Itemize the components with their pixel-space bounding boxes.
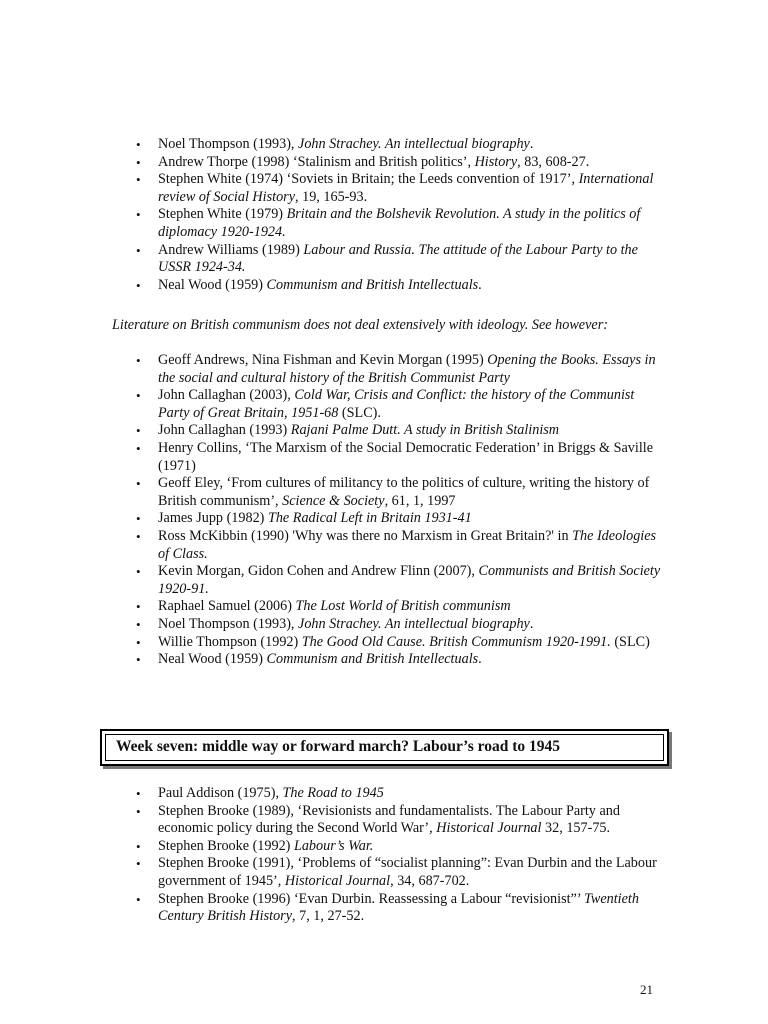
reference-text: Stephen White (1979) xyxy=(158,206,287,223)
reference-title: Labour’s War. xyxy=(293,837,374,854)
reference-list-communism-ideology xyxy=(158,352,668,669)
reference-text: Willie Thompson (1992) xyxy=(158,633,302,650)
reference-title: Science & Society xyxy=(282,492,385,509)
reference-title: Labour and Russia. The attitude of the Labour Party to the USSR 1924-34. xyxy=(158,241,638,276)
reference-text: , 34, 687-702. xyxy=(390,872,470,889)
reference-text: James Jupp (1982) xyxy=(158,510,268,527)
reference-text: (SLC) xyxy=(610,633,650,650)
reference-text: , 7, 1, 27-52. xyxy=(292,908,365,925)
reference-text: Geoff Eley, ‘From cultures of militancy to the politics of culture, writing the history of British communism’, xyxy=(158,475,650,509)
reference-text: Geoff Andrews, Nina Fishman and Kevin Morgan (1995) xyxy=(158,352,488,368)
reference-text: John Callaghan (1993) xyxy=(158,422,291,439)
reference-title: The Ideologies of Class. xyxy=(158,527,657,562)
reference-item xyxy=(158,855,668,890)
section-intro-note: Literature on British communism does not deal extensively with ideology. See however: xyxy=(112,317,608,333)
reference-text: Andrew Williams (1989) xyxy=(158,241,304,258)
reference-title: The Good Old Cause. British Communism 1920-1991. xyxy=(301,633,611,650)
reference-text: Noel Thompson (1993), xyxy=(158,615,299,632)
week-seven-heading: Week seven: middle way or forward march? Labour’s road to 1945 xyxy=(116,738,561,755)
reference-item xyxy=(158,563,668,598)
reference-item xyxy=(158,242,668,277)
reference-item xyxy=(158,422,668,440)
reference-title: Cold War, Crisis and Conflict: the history of the Communist Party of Great Britain, 1951-68 xyxy=(158,387,635,421)
reference-text: Henry Collins, ‘The Marxism of the Social Democratic Federation’ in Briggs & Saville (1971) xyxy=(158,439,654,474)
reference-text: (SLC). xyxy=(338,404,381,421)
reference-text: . xyxy=(478,276,482,293)
reference-text: Neal Wood (1959) xyxy=(158,651,267,668)
reference-title: The Lost World of British communism xyxy=(295,598,511,615)
reference-text: Ross McKibbin (1990) 'Why was there no Marxism in Great Britain?' in xyxy=(158,527,573,544)
reference-title: Britain and the Bolshevik Revolution. A study in the politics of diplomacy 1920-1924. xyxy=(158,206,641,240)
reference-item xyxy=(158,598,668,616)
reference-title: Historical Journal xyxy=(436,820,542,837)
reference-text: Stephen White (1974) ‘Soviets in Britain; the Leeds convention of 1917’, xyxy=(158,171,579,188)
reference-title: The Road to 1945 xyxy=(282,785,384,801)
reference-item xyxy=(158,616,668,634)
reference-text: , 19, 165-93. xyxy=(295,188,368,205)
reference-text: . xyxy=(529,136,534,152)
reference-item xyxy=(158,171,668,206)
reference-item xyxy=(158,154,668,172)
reference-item xyxy=(158,277,668,295)
reference-title: Communism and British Intellectuals xyxy=(266,651,479,668)
reference-list-soviet-studies xyxy=(158,136,668,294)
page-number: 21 xyxy=(640,982,653,997)
reference-item xyxy=(158,891,668,926)
reference-item xyxy=(158,440,668,475)
reference-item xyxy=(158,136,668,154)
reference-text: , 61, 1, 1997 xyxy=(384,492,456,509)
reference-item xyxy=(158,785,668,803)
reference-text: . xyxy=(529,615,534,632)
reference-title: Communists and British Society 1920-91. xyxy=(158,563,661,597)
reference-item xyxy=(158,206,668,241)
reference-text: . xyxy=(478,651,482,668)
reference-title: Opening the Books. Essays in the social and cultural history of the British Communist Party xyxy=(158,352,656,386)
reference-item xyxy=(158,510,668,528)
reference-text: Paul Addison (1975), xyxy=(158,785,283,801)
reference-text: , 83, 608-27. xyxy=(517,153,590,170)
reference-item xyxy=(158,651,668,669)
reference-text: Stephen Brooke (1996) ‘Evan Durbin. Reassessing a Labour “revisionist”’ xyxy=(158,890,585,907)
reference-text: Stephen Brooke (1992) xyxy=(158,837,294,854)
week-seven-heading-box xyxy=(100,729,669,766)
reference-item xyxy=(158,634,668,652)
reference-title: Historical Journal xyxy=(284,872,391,889)
reference-item xyxy=(158,387,668,422)
reference-title: History xyxy=(474,153,518,170)
reference-item xyxy=(158,803,668,838)
reference-title: Twentieth Century British History xyxy=(158,890,639,925)
reference-text: Noel Thompson (1993), xyxy=(158,136,299,152)
reference-item xyxy=(158,838,668,856)
reference-title: International review of Social History xyxy=(158,171,654,205)
reference-title: Rajani Palme Dutt. A study in British Stalinism xyxy=(290,422,560,439)
reference-text: John Callaghan (2003), xyxy=(158,387,295,404)
reference-text: Neal Wood (1959) xyxy=(158,276,267,293)
reference-text: Stephen Brooke (1989), ‘Revisionists and fundamentalists. The Labour Party and economic policy during the Second World War’, xyxy=(158,802,620,837)
reference-text: Kevin Morgan, Gidon Cohen and Andrew Flinn (2007), xyxy=(158,563,479,580)
reference-list-week-seven xyxy=(158,785,668,926)
reference-text: 32, 157-75. xyxy=(541,820,611,837)
reference-item xyxy=(158,352,668,387)
reference-title: John Strachey. An intellectual biography xyxy=(298,136,530,152)
reference-text: Andrew Thorpe (1998) ‘Stalinism and British politics’, xyxy=(158,153,475,170)
reference-item xyxy=(158,475,668,510)
reference-text: Stephen Brooke (1991), ‘Problems of “socialist planning”: Evan Durbin and the Labour government of 1945’, xyxy=(158,855,657,889)
reference-title: Communism and British Intellectuals xyxy=(266,276,479,293)
reference-title: The Radical Left in Britain 1931-41 xyxy=(267,510,472,527)
reference-title: John Strachey. An intellectual biography xyxy=(298,615,530,632)
reference-text: Raphael Samuel (2006) xyxy=(158,598,296,615)
reference-item xyxy=(158,528,668,563)
